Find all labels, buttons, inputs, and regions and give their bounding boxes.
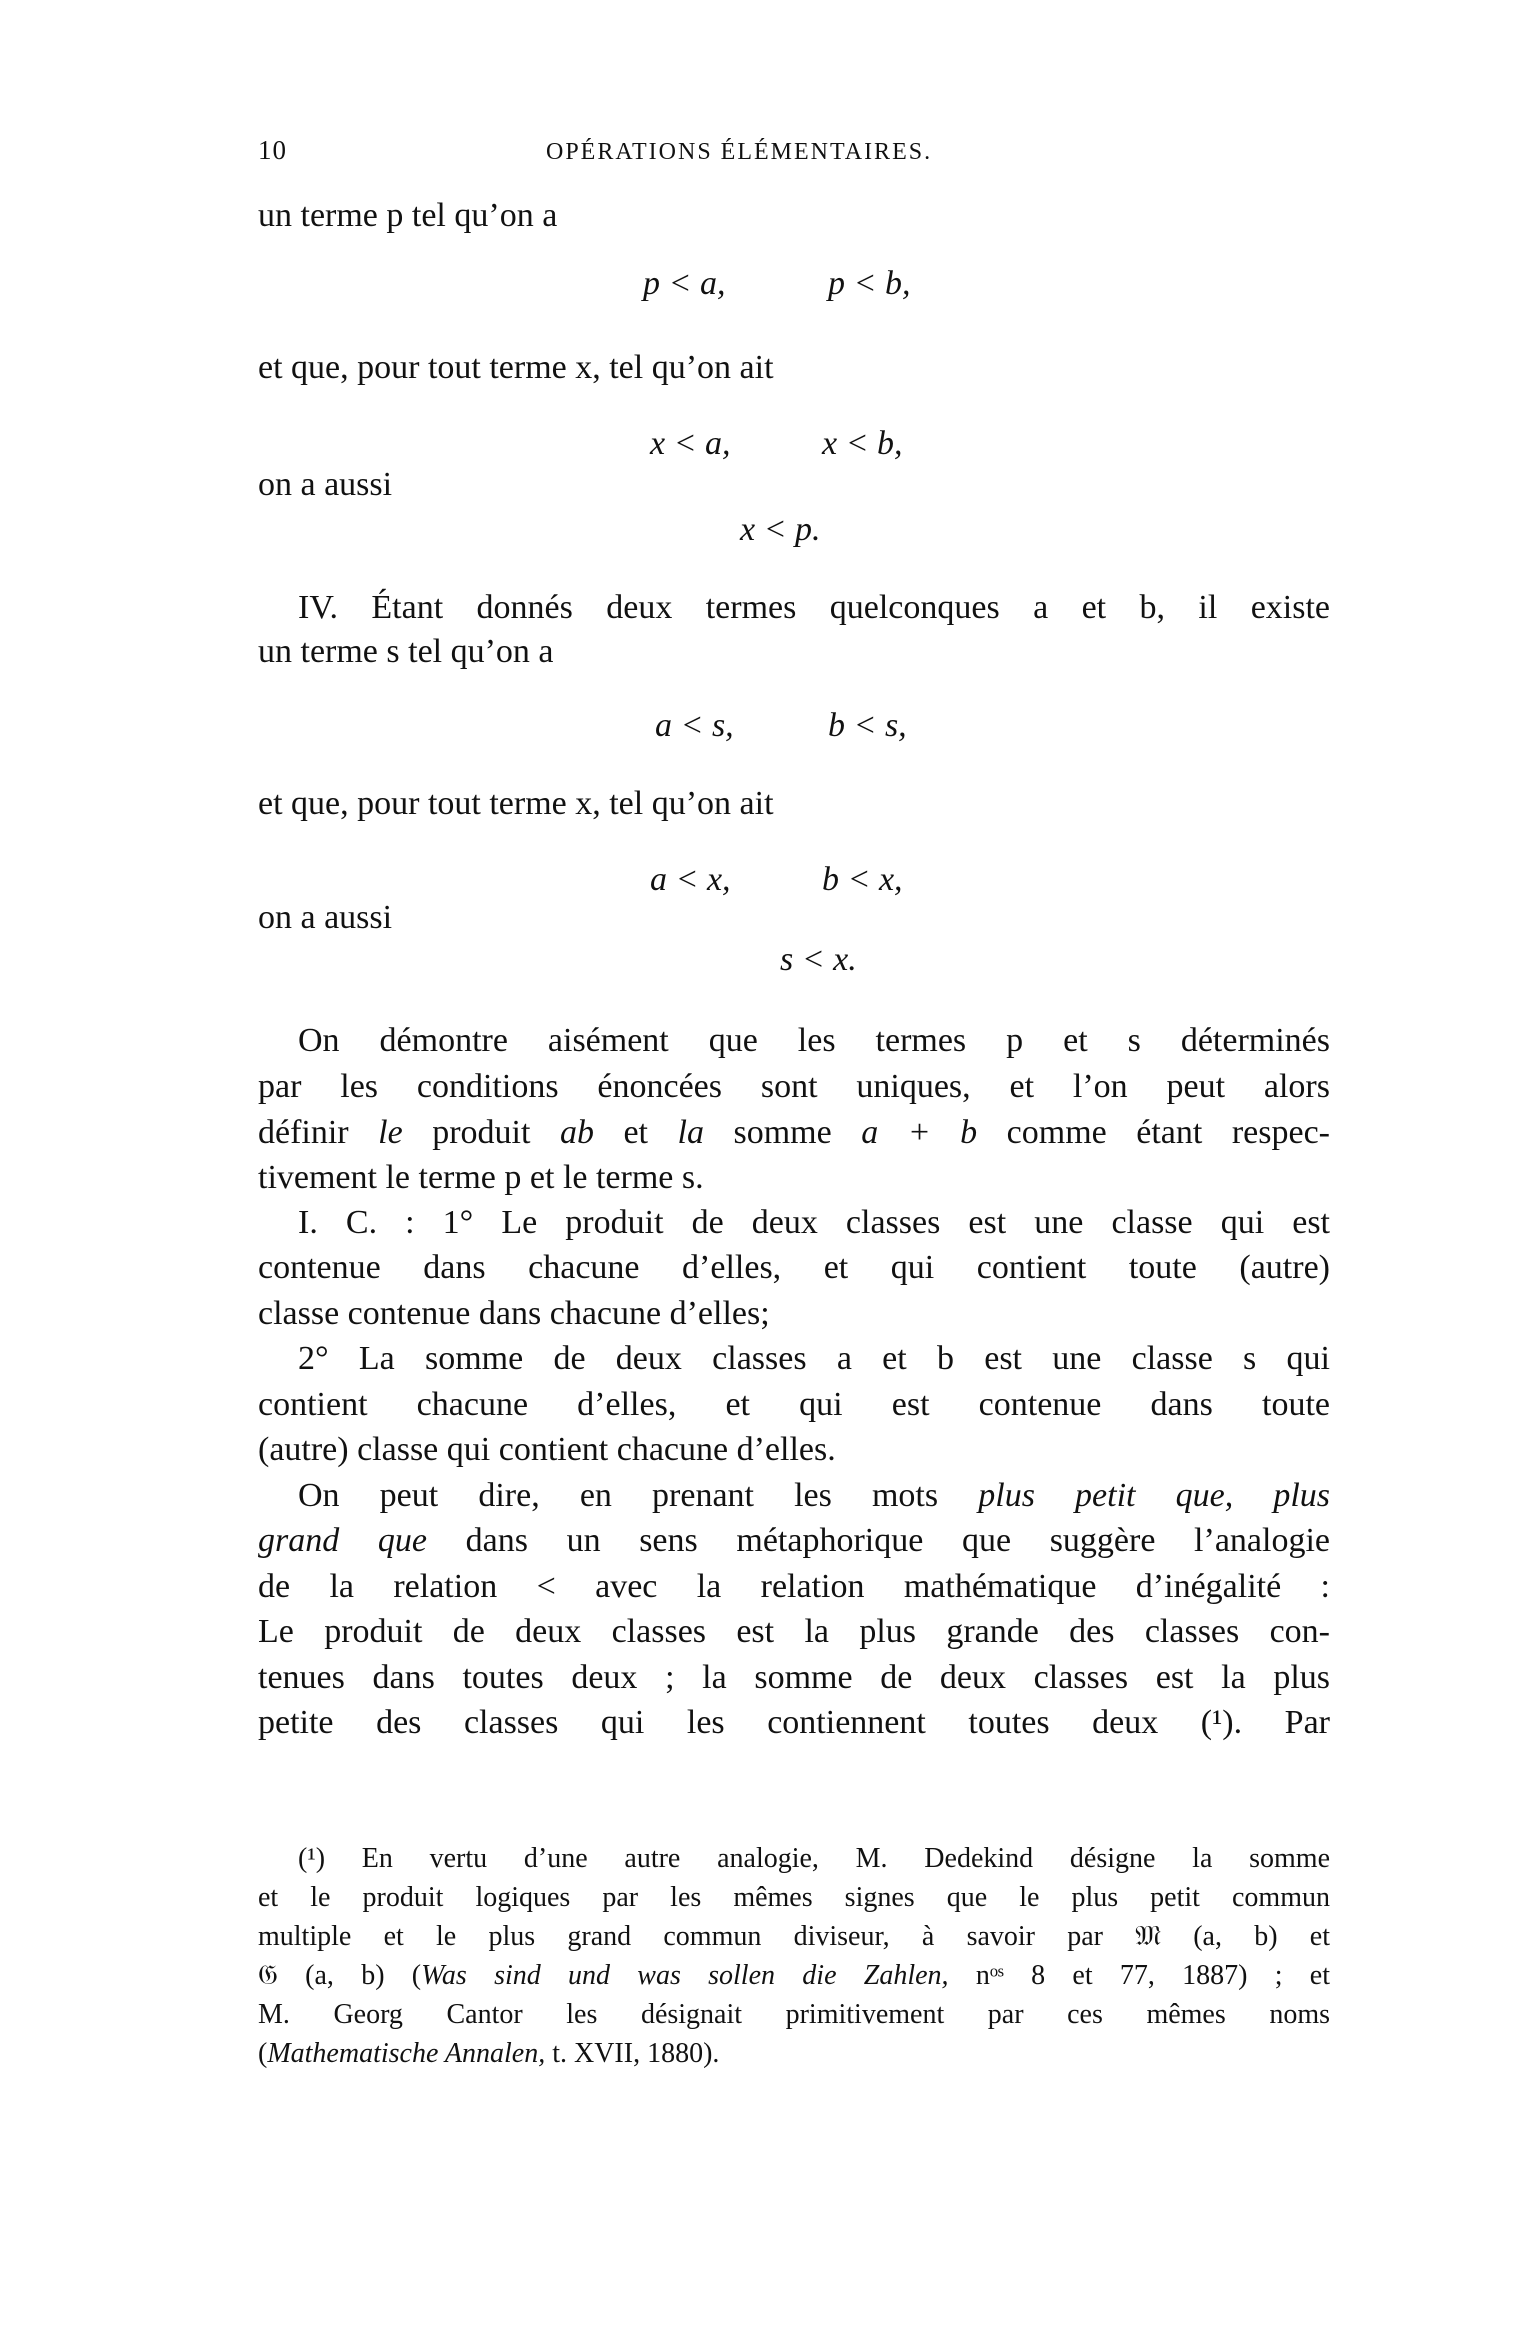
footnote-line: M. Georg Cantor les désignait primitivement par ces mêmes noms bbox=[258, 1999, 1330, 2030]
footnote-line: et le produit logiques par les mêmes signes que le plus petit commun bbox=[258, 1882, 1330, 1913]
text-line: on a aussi bbox=[258, 466, 393, 503]
footnote-line: multiple et le plus grand commun diviseur, à savoir par 𝔐 (a, b) et bbox=[258, 1921, 1330, 1952]
paragraph-line: grand que dans un sens métaphorique que suggère l’analogie bbox=[258, 1522, 1330, 1559]
formula: a < s, bbox=[655, 707, 734, 744]
text-line: on a aussi bbox=[258, 899, 393, 936]
formula: s < x. bbox=[780, 941, 857, 978]
paragraph-line: Le produit de deux classes est la plus grande des classes con- bbox=[258, 1613, 1330, 1650]
footnote-line: (¹) En vertu d’une autre analogie, M. Dedekind désigne la somme bbox=[298, 1843, 1330, 1874]
paragraph-line: définir le produit ab et la somme a + b comme étant respec- bbox=[258, 1114, 1331, 1151]
paragraph-line: classe contenue dans chacune d’elles; bbox=[258, 1295, 770, 1332]
section-heading-line: IV. Étant donnés deux termes quelconques a et b, il existe bbox=[298, 589, 1330, 626]
paragraph-line: (autre) classe qui contient chacune d’elles. bbox=[258, 1431, 836, 1468]
formula: b < x, bbox=[822, 861, 903, 898]
formula: x < a, bbox=[650, 425, 731, 462]
paragraph-line: de la relation < avec la relation mathématique d’inégalité : bbox=[258, 1568, 1330, 1605]
paragraph-line: contient chacune d’elles, et qui est contenue dans toute bbox=[258, 1386, 1330, 1423]
text-line: un terme s tel qu’on a bbox=[258, 633, 554, 670]
formula: x < b, bbox=[822, 425, 903, 462]
paragraph-line: petite des classes qui les contiennent toutes deux (¹). Par bbox=[258, 1704, 1330, 1741]
page-header bbox=[258, 135, 1330, 175]
running-head: OPÉRATIONS ÉLÉMENTAIRES. bbox=[546, 139, 933, 165]
text-line: et que, pour tout terme x, tel qu’on ait bbox=[258, 349, 774, 386]
paragraph-line: On peut dire, en prenant les mots plus petit que, plus bbox=[298, 1477, 1330, 1514]
paragraph-line: tenues dans toutes deux ; la somme de deux classes est la plus bbox=[258, 1659, 1330, 1696]
page-number: 10 bbox=[258, 135, 287, 165]
paragraph-line: tivement le terme p et le terme s. bbox=[258, 1159, 704, 1196]
paragraph-line: par les conditions énoncées sont uniques, et l’on peut alors bbox=[258, 1068, 1330, 1105]
formula: x < p. bbox=[740, 511, 821, 548]
paragraph-line: On démontre aisément que les termes p et s déterminés bbox=[298, 1022, 1330, 1059]
formula: a < x, bbox=[650, 861, 731, 898]
formula: b < s, bbox=[828, 707, 907, 744]
text-line: un terme p tel qu’on a bbox=[258, 197, 558, 234]
footnote-line: 𝔊 (a, b) (Was sind und was sollen die Zahlen, nᵒˢ 8 et 77, 1887) ; et bbox=[258, 1960, 1331, 1991]
paragraph-line: contenue dans chacune d’elles, et qui contient toute (autre) bbox=[258, 1249, 1330, 1286]
footnote-line: (Mathematische Annalen, t. XVII, 1880). bbox=[258, 2038, 720, 2069]
formula: p < a, bbox=[643, 265, 726, 302]
paragraph-line: 2° La somme de deux classes a et b est une classe s qui bbox=[298, 1340, 1330, 1377]
text-line: et que, pour tout terme x, tel qu’on ait bbox=[258, 785, 774, 822]
formula: p < b, bbox=[828, 265, 911, 302]
paragraph-line: I. C. : 1° Le produit de deux classes est une classe qui est bbox=[298, 1204, 1330, 1241]
